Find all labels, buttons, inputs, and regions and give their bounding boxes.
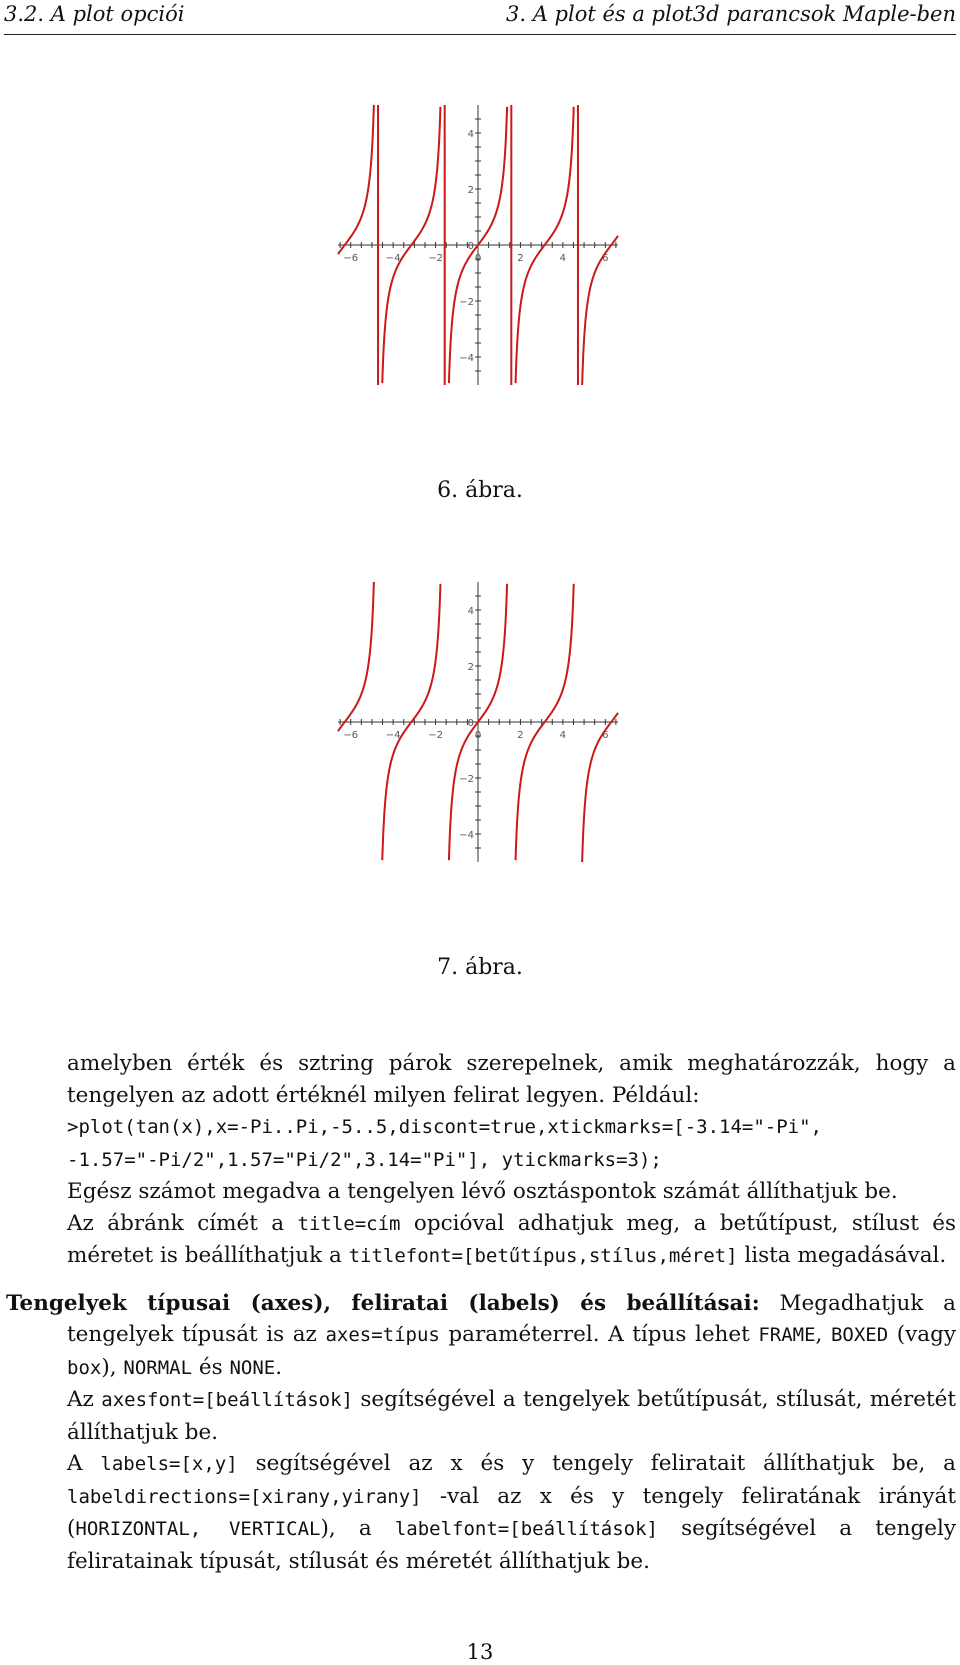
tan-branch-curve xyxy=(338,582,374,731)
inline-code: BOXED xyxy=(830,1324,889,1346)
tan-plot-with-discontinuity-lines xyxy=(328,105,628,415)
code-line: >plot(tan(x),x=-Pi..Pi,-5..5,discont=true,xtickmarks=[-3.14="-Pi", xyxy=(67,1116,822,1138)
paragraph-tickmarks: amelyben érték és sztring párok szerepelnek, amik meghatározzák, hogy a tengelyen az adott értéknél milyen felirat legyen. Például: xyxy=(67,1051,956,1108)
x-tick-label: 2 xyxy=(517,730,524,741)
tan-branch-curve xyxy=(338,105,374,254)
x-tick-label: 6 xyxy=(602,730,609,741)
page-number: 13 xyxy=(466,1640,494,1664)
y-tick-label: 0 xyxy=(467,718,474,729)
inline-code: labeldirections=[xirany,yirany] xyxy=(67,1485,422,1508)
tan-branch-curve xyxy=(582,713,618,862)
figure-6-plot xyxy=(328,105,628,415)
tan-branch-curve xyxy=(582,236,618,385)
figure-7-plot xyxy=(328,582,628,892)
paragraph-title: Az ábránk címét a title=cím opcióval adhatjuk meg, a betűtípust, stílust és méretet is beállíthatjuk a titlefont=[betűtípus,stílus,méret] lista megadásával. xyxy=(67,1210,957,1268)
x-tick-label: 4 xyxy=(559,730,567,741)
paragraph-axes: Tengelyek típusai (axes), feliratai (labels) és beállításai: Megadhatjuk a tengelyek típusát is az axes=típus paraméterrel. A típus lehet FRAME, BOXED (vagy box), NORMAL és NONE. xyxy=(6,1290,957,1380)
paragraph-integer-ticks: Egész számot megadva a tengelyen lévő osztáspontok számát állíthatjuk be. xyxy=(67,1179,898,1204)
inline-code: labels=[x,y] xyxy=(100,1453,238,1475)
x-tick-label: −2 xyxy=(428,730,443,741)
inline-code: labelfont=[beállítások] xyxy=(394,1518,658,1540)
x-tick-label: −6 xyxy=(343,253,359,264)
y-tick-label: 2 xyxy=(467,185,474,196)
code-line: -1.57="-Pi/2",1.57="Pi/2",3.14="Pi"], ytickmarks=3); xyxy=(67,1148,662,1171)
inline-code: title=cím xyxy=(297,1212,401,1235)
x-tick-label: 0 xyxy=(474,730,482,741)
x-tick-label: 2 xyxy=(517,253,524,264)
y-tick-label: −2 xyxy=(459,297,474,308)
y-tick-label: −4 xyxy=(459,353,474,364)
figure-7-caption: 7. ábra. xyxy=(437,955,523,980)
inline-code: NORMAL xyxy=(123,1356,193,1379)
inline-code: FRAME xyxy=(758,1324,816,1346)
inline-code: titlefont=[betűtípus,stílus,méret] xyxy=(348,1245,738,1267)
y-tick-label: 4 xyxy=(467,129,474,140)
y-tick-label: −4 xyxy=(459,830,474,841)
body-text xyxy=(6,1048,956,1577)
x-tick-label: −4 xyxy=(385,730,401,741)
figure-6-caption: 6. ábra. xyxy=(437,478,523,503)
y-tick-label: 4 xyxy=(467,606,474,617)
running-header xyxy=(4,0,956,35)
header-chapter-title: 3. A plot és a plot3d parancsok Maple-ben xyxy=(506,2,956,26)
x-tick-label: −4 xyxy=(385,253,401,264)
x-tick-label: 6 xyxy=(602,253,609,264)
paragraph-labels: A labels=[x,y] segítségével az x és y tengely feliratait állíthatjuk be, a labeldirections=[xirany,yirany] -val az x és y tengely feliratának irányát (HORIZONTAL, VERTICAL), a labelfont=[beállítások] segítségével a tengely feliratainak típusát, stílusát és méretét állíthatjuk be. xyxy=(67,1451,956,1574)
x-tick-label: −2 xyxy=(428,253,443,264)
tan-plot-discont xyxy=(328,582,628,892)
inline-code: HORIZONTAL, VERTICAL xyxy=(75,1518,321,1540)
inline-code: axes=típus xyxy=(325,1324,440,1346)
inline-code: axesfont=[beállítások] xyxy=(101,1389,353,1411)
y-tick-label: 2 xyxy=(467,662,474,673)
x-tick-label: 4 xyxy=(559,253,567,264)
y-tick-label: 0 xyxy=(467,241,474,252)
inline-code: box xyxy=(67,1356,102,1379)
x-tick-label: −6 xyxy=(343,730,359,741)
y-tick-label: −2 xyxy=(459,774,474,785)
section-heading: Tengelyek típusai (axes), feliratai (labels) és beállításai: xyxy=(6,1290,760,1316)
inline-code: NONE xyxy=(229,1356,276,1379)
paragraph-axesfont: Az axesfont=[beállítások] segítségével a tengelyek betűtípusát, stílusát, méretét állíthatjuk be. xyxy=(67,1387,956,1445)
code-example xyxy=(6,1111,956,1176)
x-tick-label: 0 xyxy=(474,253,482,264)
header-section-title: 3.2. A plot opciói xyxy=(4,2,185,26)
